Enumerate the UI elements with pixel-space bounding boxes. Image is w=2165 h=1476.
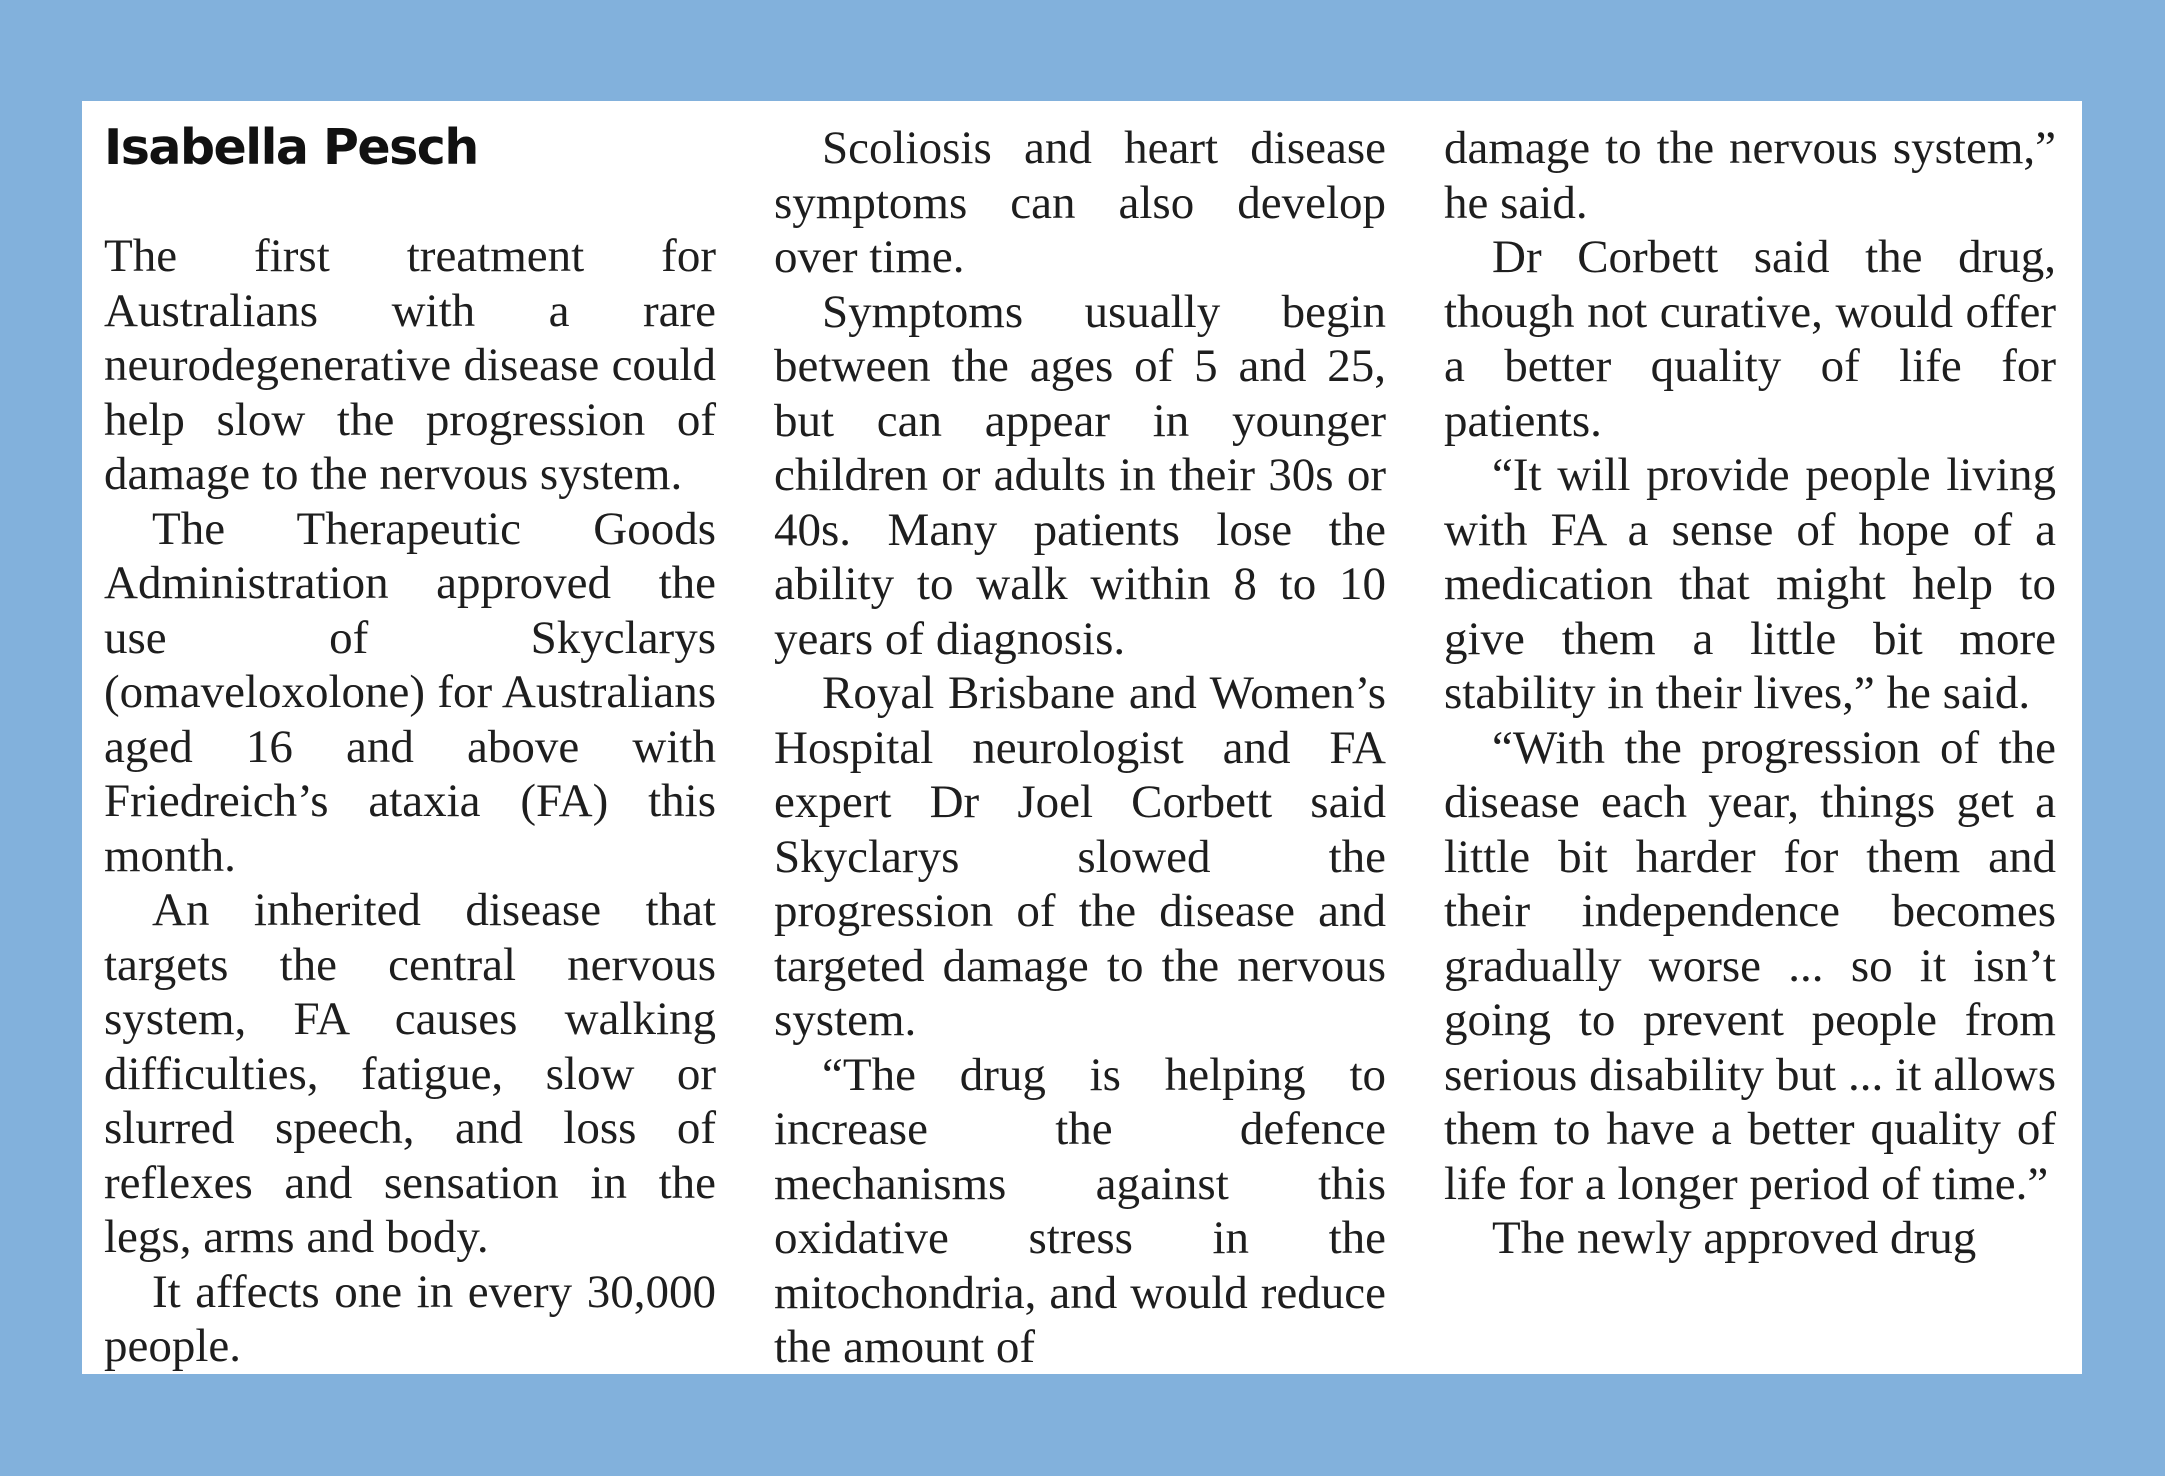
paragraph: “It will provide people living with FA a sense of hope of a medication that might help to give them a little bit more stability in their lives,” he said. <box>1444 449 2056 719</box>
article-column-2 <box>774 121 1386 1375</box>
paragraph: The newly approved drug <box>1492 1212 1977 1264</box>
paragraph: It affects one in every 30,000 people. <box>104 1265 716 1372</box>
paragraph: “With the progression of the disease each year, things get a little bit harder for them and their independence becomes gradually worse ... so it isn’t going to prevent people from serious disability but ... it allows them to have a better quality of life for a longer period of time.” <box>1444 721 2056 1210</box>
paragraph: The first treatment for Australians with a rare neurodegenerative disease could help slow the progression of damage to the nervous system. <box>104 230 716 500</box>
paragraph: Scoliosis and heart disease symptoms can also develop over time. <box>774 122 1386 283</box>
paragraph: Royal Brisbane and Women’s Hospital neurologist and FA expert Dr Joel Corbett said Skyclarys slowed the progression of the disease and targeted damage to the nervous system. <box>774 667 1386 1046</box>
paragraph: An inherited disease that targets the central nervous system, FA causes walking difficulties, fatigue, slow or slurred speech, and loss of reflexes and sensation in the legs, arms and body. <box>104 884 716 1263</box>
paragraph: “The drug is helping to increase the defence mechanisms against this oxidative stress in the mitochondria, and would reduce the amount of <box>774 1048 1386 1373</box>
paragraph: The Therapeutic Goods Administration approved the use of Skyclarys (omaveloxolone) for Australians aged 16 and above with Friedreich’s ataxia (FA) this month. <box>104 502 716 882</box>
paragraph: damage to the nervous system,” he said. <box>1444 122 2056 229</box>
byline: Isabella Pesch <box>104 119 478 176</box>
paragraph: Dr Corbett said the drug, though not curative, would offer a better quality of life for patients. <box>1444 231 2056 447</box>
article-column-1 <box>104 121 716 1374</box>
paragraph: Symptoms usually begin between the ages of 5 and 25, but can appear in younger children or adults in their 30s or 40s. Many patients lose the ability to walk within 8 to 10 years of diagnosis. <box>774 285 1386 665</box>
newspaper-clipping <box>82 101 2082 1374</box>
article-column-3 <box>1444 121 2056 1266</box>
